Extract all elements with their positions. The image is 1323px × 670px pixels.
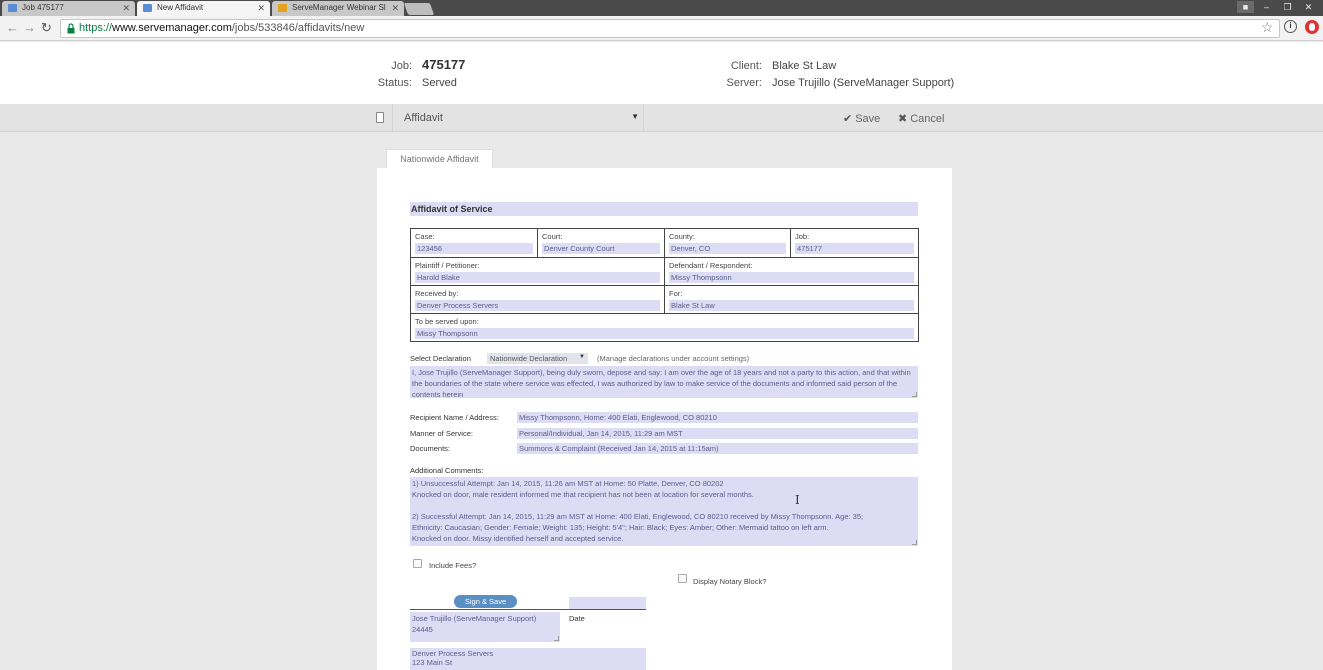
resize-grip-icon[interactable] [912,392,917,397]
client-value: Blake St Law [772,60,837,72]
info-extension-icon[interactable]: i [1284,20,1297,33]
lock-icon [67,23,75,34]
company-name-line: Denver Process Servers [412,649,494,658]
close-icon[interactable]: ✕ [257,3,265,13]
affidavit-title[interactable]: Affidavit of Service [410,202,918,216]
declaration-note: (Manage declarations under account settings) [597,354,750,363]
declaration-select[interactable] [487,353,588,364]
declaration-textarea[interactable] [410,366,918,398]
extension-icon[interactable] [1305,20,1319,34]
status-label: Status: [377,77,412,89]
caret-down-icon: ▼ [631,112,639,121]
tab-title: New Affidavit [157,3,204,12]
court-label: Court: [542,232,563,241]
comment-line [412,500,916,511]
company-address-textarea[interactable] [410,648,646,670]
declaration-label: Select Declaration [410,354,471,363]
received-by-cell [411,286,665,314]
server-id-line: 24445 [412,625,433,634]
browser-tab-job[interactable] [2,1,135,16]
minimize-icon[interactable]: – [1263,2,1269,12]
date-field[interactable] [569,597,646,609]
comment-line: Ethnicity: Caucasian; Gender: Female; Weight: 135; Height: 5'4"; Hair: Black; Eyes: Amber; Other: Mermaid tattoo on left arm. [412,523,829,532]
comment-line: 1) Unsuccessful Attempt: Jan 14, 2015, 11:26 am MST at Home: 50 Platte, Denver, CO 80202 [412,479,724,488]
manner-row [410,428,918,440]
server-name-line: Jose Trujillo (ServeManager Support) [412,614,537,623]
checkmark-icon: ✔ [843,113,853,125]
tab-nationwide-affidavit[interactable]: Nationwide Affidavit [386,149,493,169]
declaration-selected: Nationwide Declaration [490,354,568,363]
case-label: Case: [415,232,435,241]
profile-icon[interactable]: ■ [1237,1,1254,13]
recipient-label: Recipient Name / Address: [410,413,499,422]
for-field[interactable]: Blake St Law [669,300,914,311]
tab-title: Job 475177 [22,3,64,12]
case-cell [411,229,538,258]
court-field[interactable]: Denver County Court [542,243,660,254]
defendant-field[interactable]: Missy Thompsonn [669,272,914,283]
notary-block-checkbox[interactable] [678,574,687,583]
plaintiff-field[interactable]: Harold Blake [415,272,660,283]
for-cell [665,286,918,314]
job-label: Job: [391,60,412,72]
bookmark-star-icon[interactable]: ☆ [1261,19,1274,35]
cancel-button[interactable]: ✖ Cancel [898,113,945,125]
cancel-circle-icon: ✖ [898,113,908,125]
sign-and-save-button[interactable]: Sign & Save [454,595,517,608]
served-upon-field[interactable]: Missy Thompsonn [415,328,914,339]
address-bar[interactable] [60,19,1280,38]
county-field[interactable]: Denver, CO [669,243,786,254]
server-label: Server: [726,77,762,89]
court-cell [538,229,665,258]
recipient-row [410,412,918,424]
close-icon[interactable]: ✕ [122,3,130,13]
include-fees-checkbox[interactable] [413,559,422,568]
job-number: 475177 [422,57,466,72]
county-label: County: [669,232,695,241]
documents-row [410,443,918,455]
include-fees-label: Include Fees? [429,561,477,570]
served-upon-cell [411,314,918,341]
save-button[interactable]: ✔ Save [843,113,881,125]
documents-field[interactable]: Summons & Complaint (Received Jan 14, 2015 at 11:15am) [517,443,918,454]
text-cursor-icon: I [795,493,800,507]
comments-textarea[interactable] [410,477,918,546]
comment-line: 2) Successful Attempt: Jan 14, 2015, 11:29 am MST at Home: 400 Elati, Englewood, CO 80210 received by Missy Thompsonn. Age: 35; [412,512,864,521]
comment-line: Knocked on door, male resident informed me that recipient has not been at location for several months. [412,490,754,499]
received-by-field[interactable]: Denver Process Servers [415,300,660,311]
defendant-cell [665,258,918,286]
signature-line [410,609,646,610]
notary-block-label: Display Notary Block? [693,577,767,586]
document-type-dropdown[interactable] [392,104,644,132]
resize-grip-icon[interactable] [554,636,559,641]
resize-grip-icon[interactable] [912,540,917,545]
declaration-text: I, Jose Trujillo (ServeManager Support), being duly sworn, depose and say: I am over the age of 18 years and not a party to this action, and that within the boundaries of the state where service was effected, I was authorized by law to make service of the documents and informed said person of the contents herein [412,368,911,398]
server-signature-textarea[interactable] [410,612,560,642]
declaration-row [410,353,918,365]
browser-tab-webinar[interactable] [272,1,404,16]
tab-title: ServeManager Webinar Sl [292,3,386,12]
page-icon [143,4,152,12]
forward-arrow-icon[interactable]: → [23,20,36,35]
new-tab-button[interactable] [404,3,434,15]
date-label: Date [569,614,585,623]
job-cell [791,229,918,258]
comments-label: Additional Comments: [410,466,484,475]
back-arrow-icon[interactable]: ← [6,20,19,35]
job-label: Job: [795,232,810,241]
window-controls [1237,1,1317,13]
client-label: Client: [730,60,762,72]
job-header [0,42,1323,104]
plaintiff-label: Plaintiff / Petitioner: [415,261,480,270]
action-bar [0,104,1323,132]
case-field[interactable]: 123456 [415,243,533,254]
received-by-label: Received by: [415,289,459,298]
url-text: https://www.servemanager.com/jobs/533846/affidavits/new [79,22,365,34]
company-street-line: 123 Main St [412,658,453,667]
slides-icon [278,4,287,12]
for-label: For: [669,289,683,298]
page-icon [8,4,17,12]
case-info-grid [410,228,919,342]
caret-down-icon: ▼ [579,354,585,360]
served-upon-label: To be served upon: [415,317,479,326]
document-type-value: Affidavit [404,112,443,124]
browser-tab-strip [0,0,1323,16]
county-cell [665,229,791,258]
comment-line: Knocked on door. Missy identified herself and accepted service. [412,534,624,543]
job-field[interactable]: 475177 [795,243,914,254]
restore-icon[interactable]: ❐ [1283,2,1292,12]
plaintiff-cell [411,258,665,286]
close-window-icon[interactable]: ✕ [1304,2,1313,12]
recipient-field[interactable]: Missy Thompsonn, Home: 400 Elati, Englewood, CO 80210 [517,412,918,423]
status-value: Served [422,77,457,89]
reload-icon[interactable]: ↻ [41,20,52,35]
manner-field[interactable]: Personal/Individual, Jan 14, 2015, 11:29 am MST [517,428,918,439]
documents-label: Documents: [410,444,451,453]
browser-tab-new-affidavit[interactable] [137,1,270,16]
close-icon[interactable]: ✕ [391,3,399,13]
server-value: Jose Trujillo (ServeManager Support) [772,77,955,89]
defendant-label: Defendant / Respondent: [669,261,753,270]
document-icon [376,112,384,123]
manner-label: Manner of Service: [410,429,473,438]
browser-toolbar [0,16,1323,41]
